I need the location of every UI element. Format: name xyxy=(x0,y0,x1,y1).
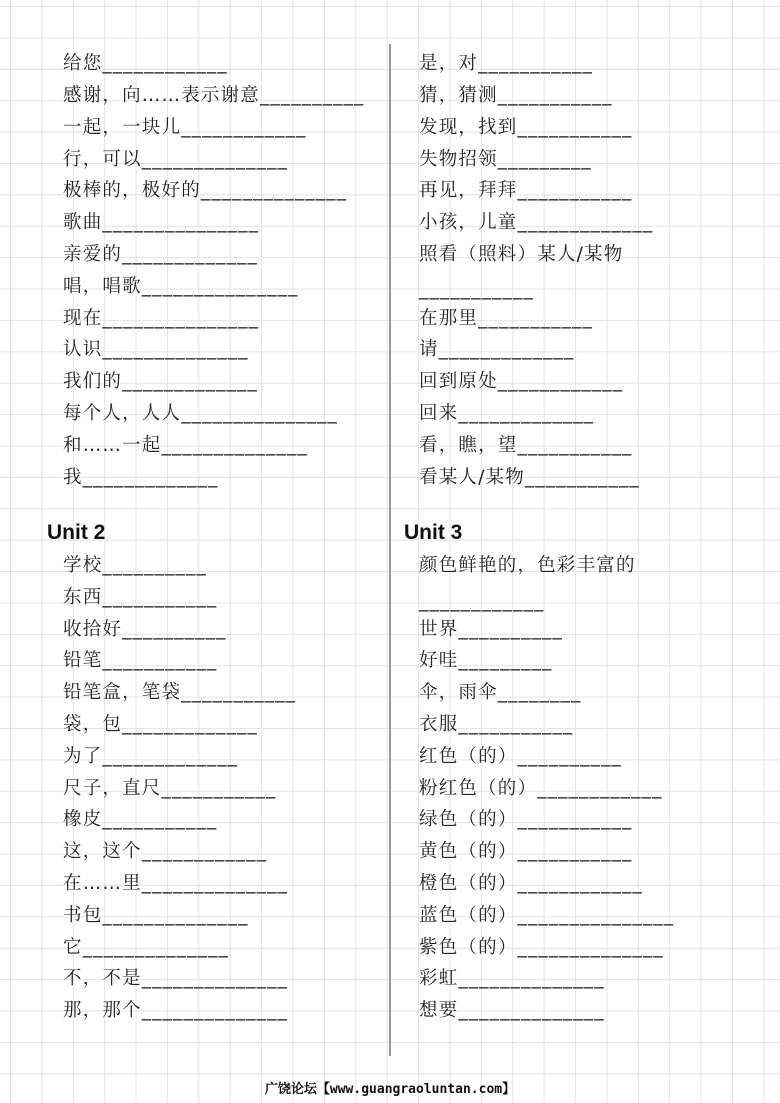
vocab-item: 东西___________ xyxy=(63,587,218,608)
vocab-item: 极棒的，极好的______________ xyxy=(63,180,348,201)
vocab-item: 失物招领_________ xyxy=(419,149,592,170)
vocab-item: 衣服___________ xyxy=(419,714,574,735)
unit-3-heading: Unit 3 xyxy=(404,521,463,544)
vocab-item: 粉红色（的）____________ xyxy=(419,778,663,799)
vocab-item: 在那里___________ xyxy=(419,308,594,329)
vocab-item: 绿色（的）___________ xyxy=(419,809,633,830)
vocab-item: 给您____________ xyxy=(63,53,228,74)
vocab-item: 黄色（的）___________ xyxy=(419,841,633,862)
vocab-item: 发现，找到___________ xyxy=(419,117,633,138)
column-divider xyxy=(389,44,391,1056)
vocab-item: 照看（照料）某人/某物 xyxy=(419,244,624,265)
vocab-item: 尺子，直尺___________ xyxy=(63,778,277,799)
vocab-item: 想要______________ xyxy=(419,1000,605,1021)
vocab-item: 紫色（的）______________ xyxy=(419,937,664,958)
vocab-item: 和……一起______________ xyxy=(63,435,308,456)
vocab-item: 感谢，向……表示谢意__________ xyxy=(63,85,365,106)
vocab-item: 是，对___________ xyxy=(419,53,594,74)
vocab-item: 铅笔盒，笔袋___________ xyxy=(63,682,297,703)
vocab-item: 蓝色（的）_______________ xyxy=(419,905,675,926)
vocab-item: 回到原处____________ xyxy=(419,371,624,392)
vocab-item: 书包______________ xyxy=(63,905,249,926)
vocab-item: 认识______________ xyxy=(63,339,249,360)
vocab-item: 收拾好__________ xyxy=(63,619,227,640)
vocab-item: 看，瞧，望___________ xyxy=(419,435,633,456)
vocab-item: 请_____________ xyxy=(419,339,575,360)
vocab-item: 不，不是______________ xyxy=(63,968,289,989)
vocab-item: ___________ xyxy=(419,279,534,300)
vocab-item: 每个人，人人_______________ xyxy=(63,403,338,424)
vocab-item: 我们的_____________ xyxy=(63,371,258,392)
vocab-item: 歌曲_______________ xyxy=(63,212,260,233)
vocab-item: 回来_____________ xyxy=(419,403,595,424)
vocab-item: 袋，包_____________ xyxy=(63,714,258,735)
vocab-item: 彩虹______________ xyxy=(419,968,605,989)
vocab-item: 看某人/某物___________ xyxy=(419,467,640,488)
vocab-item: 行，可以______________ xyxy=(63,149,289,170)
vocab-item: 亲爱的_____________ xyxy=(63,244,258,265)
vocab-item: 为了_____________ xyxy=(63,746,239,767)
vocab-item: 它______________ xyxy=(63,937,230,958)
vocab-item: 铅笔___________ xyxy=(63,650,218,671)
vocab-item: 颜色鲜艳的，色彩丰富的 xyxy=(419,555,636,576)
vocab-item: 世界__________ xyxy=(419,619,563,640)
vocab-item: 红色（的）__________ xyxy=(419,746,623,767)
vocab-item: 在……里______________ xyxy=(63,873,289,894)
vocab-item: 橡皮___________ xyxy=(63,809,218,830)
vocab-item: 伞，雨伞________ xyxy=(419,682,582,703)
vocab-item: 学校__________ xyxy=(63,555,207,576)
vocab-item: 猜，猜测___________ xyxy=(419,85,613,106)
footer-source: 广饶论坛【www.guangraoluntan.com】 xyxy=(264,1082,516,1097)
vocab-item: 好哇_________ xyxy=(419,650,553,671)
vocab-item: 再见，拜拜___________ xyxy=(419,180,633,201)
vocab-item: 一起，一块儿____________ xyxy=(63,117,307,138)
vocab-item: 这，这个____________ xyxy=(63,841,268,862)
vocab-item: 那，那个______________ xyxy=(63,1000,289,1021)
vocab-item: 唱，唱歌_______________ xyxy=(63,276,299,297)
vocab-item: 橙色（的）____________ xyxy=(419,873,643,894)
vocab-item: 我_____________ xyxy=(63,467,219,488)
vocab-item: 小孩，儿童_____________ xyxy=(419,212,654,233)
unit-2-heading: Unit 2 xyxy=(47,521,106,544)
vocab-item: 现在_______________ xyxy=(63,308,260,329)
vocab-item: ____________ xyxy=(419,591,545,612)
